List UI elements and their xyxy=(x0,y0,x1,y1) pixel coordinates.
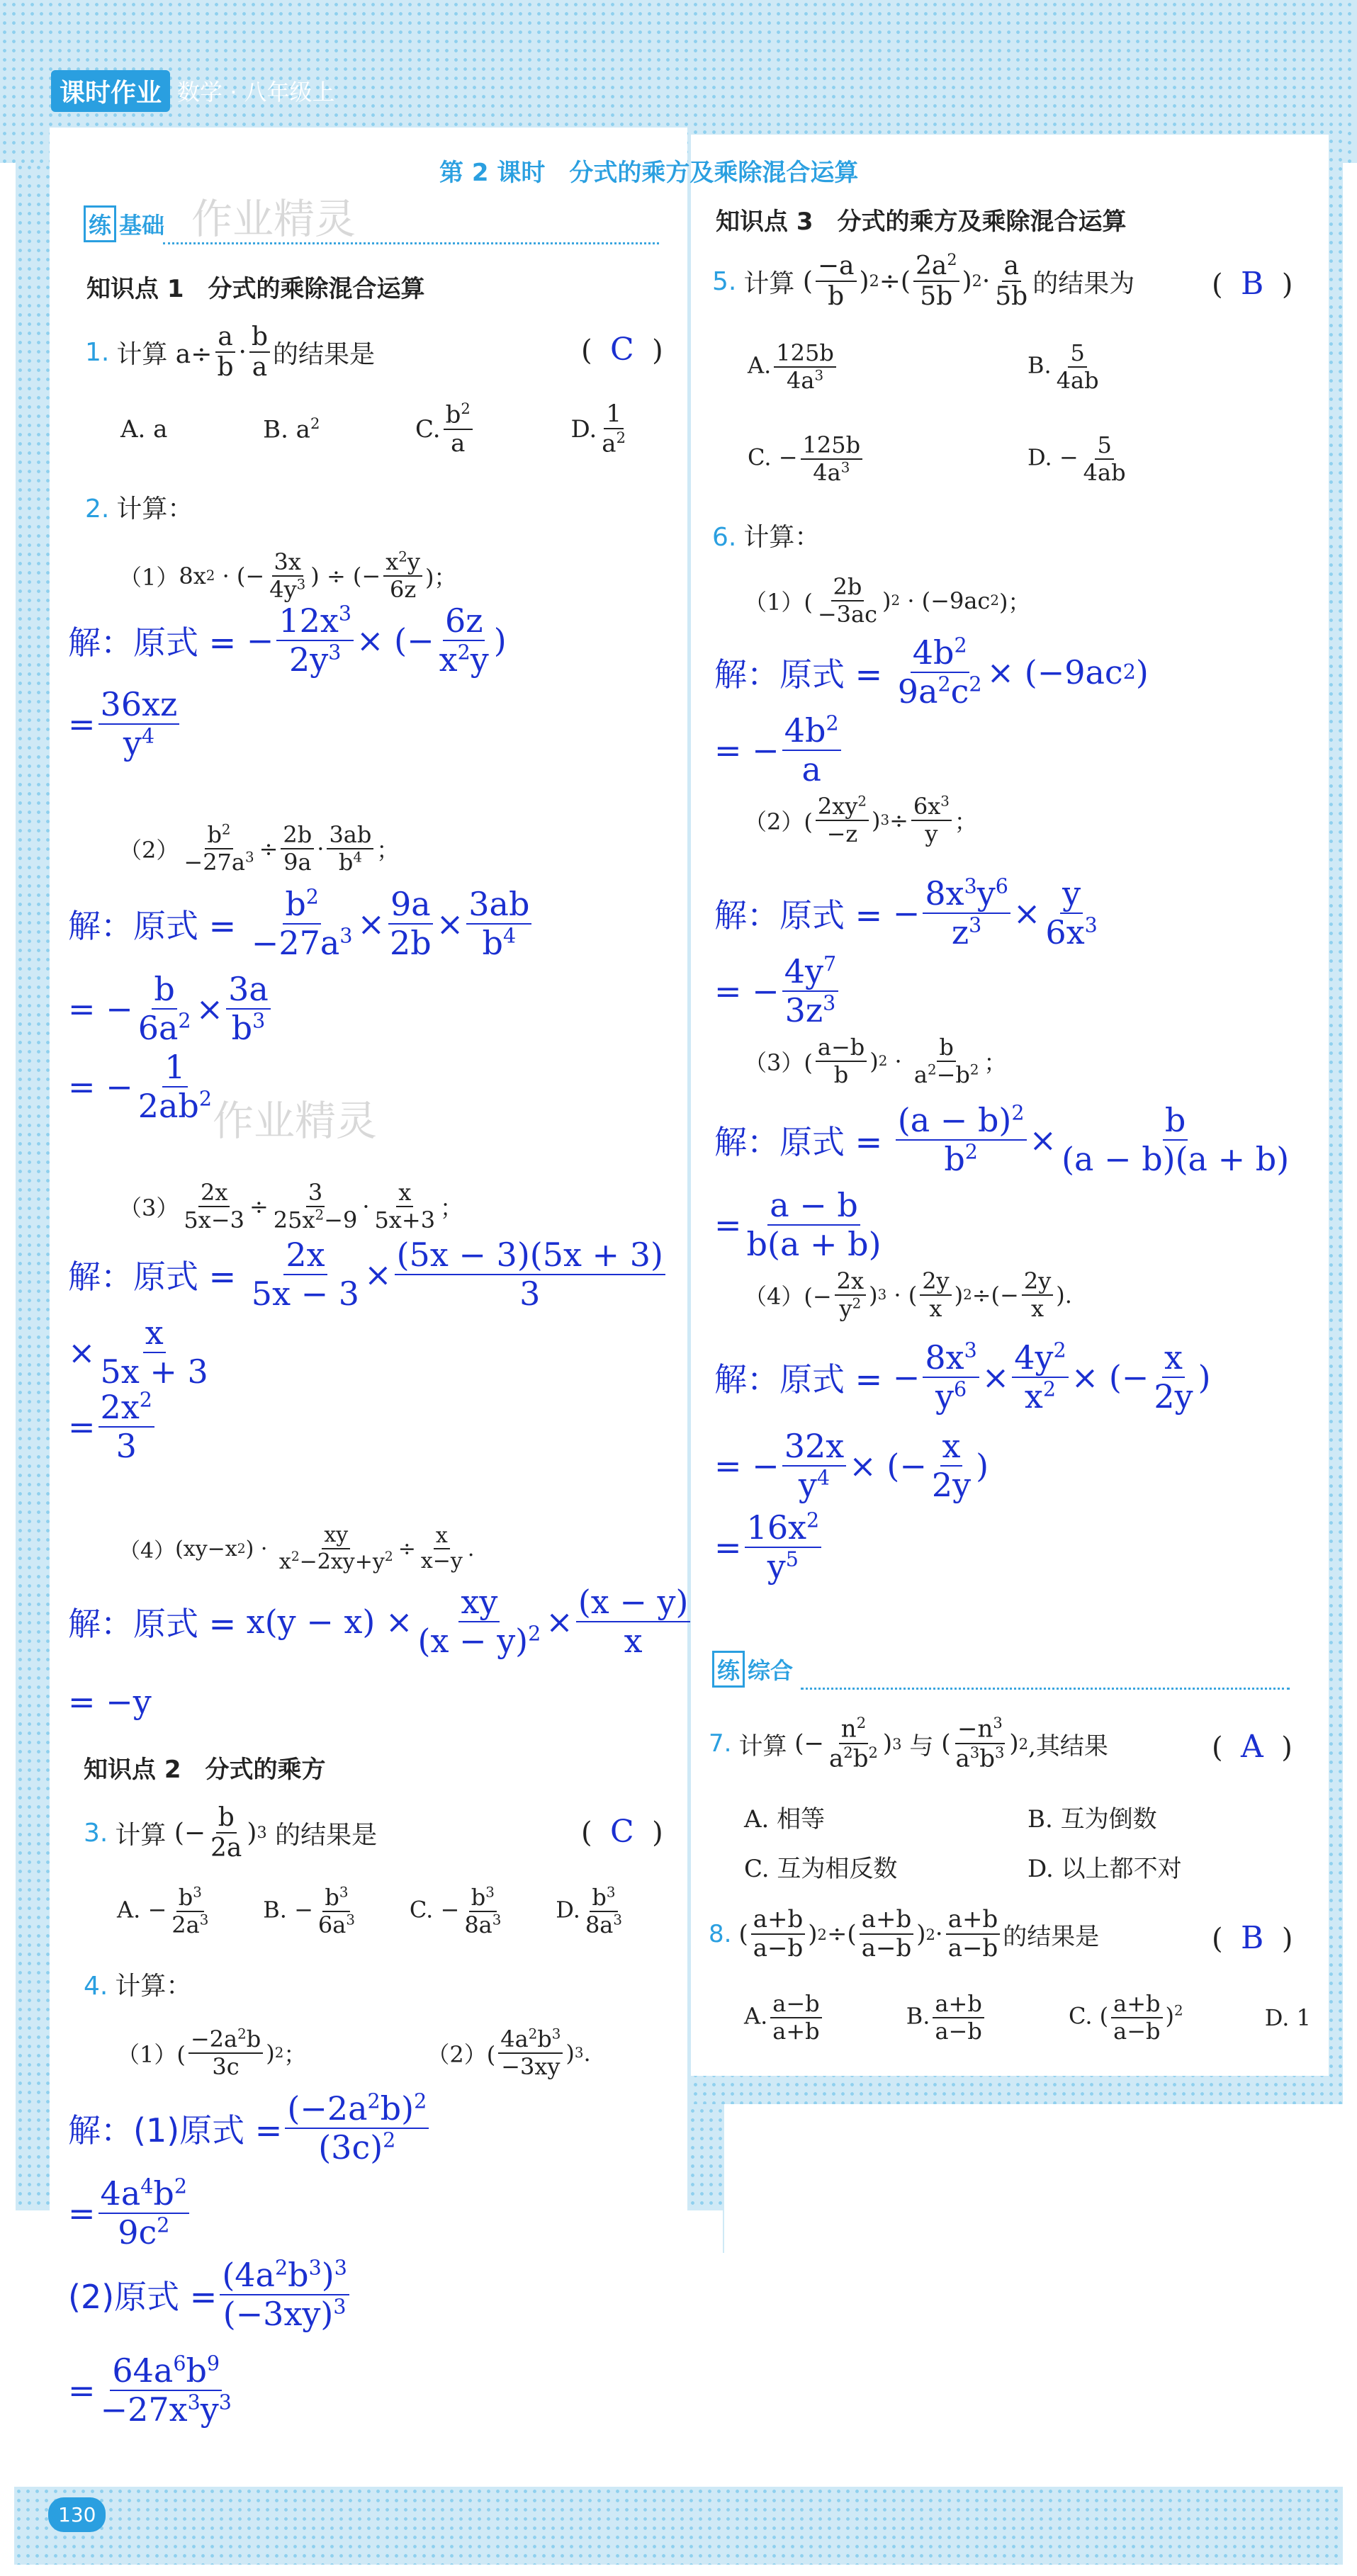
q6-part4-solution: 解：原式 = − $\frac{8x^3}{y^6}$ × $\frac{4y^2}{x^2}$ × (− $\frac{x}{2y}$ ) xyxy=(714,1338,1211,1416)
q3-option-d: D. $\frac{b^3}{8a^3}$ xyxy=(556,1884,622,1938)
q1: 1. 计算 a÷ $\frac{a}{b}$ · $\frac{b}{a}$ 的结果是 xyxy=(85,322,375,383)
practice-icon: 练 xyxy=(84,205,116,242)
q7-answer: A xyxy=(1241,1729,1263,1765)
q2-part4-solution: 解：原式 = x(y − x) × $\frac{xy}{(x - y)^2}$ × $\frac{(x - y)}{x}$ xyxy=(68,1583,693,1660)
q2-part2-step: = − $\frac{b}{6a^2}$ × $\frac{3a}{b^3}$ xyxy=(68,971,274,1047)
q8-option-a: A. $\frac{a-b}{a+b}$ xyxy=(744,1991,825,2045)
q6-number: 6. xyxy=(712,523,737,552)
lesson-title: 第 2 课时 分式的乘方及乘除混合运算 xyxy=(439,159,859,187)
q2-part2-solution: 解：原式 = $\frac{b^2}{-27a^3}$ × $\frac{9a}{2b}$ × $\frac{3ab}{b^4}$ xyxy=(68,886,534,962)
kp1-heading: 知识点 1 分式的乘除混合运算 xyxy=(86,275,425,303)
q5-option-a: A. $\frac{125b}{4a^3}$ xyxy=(748,340,839,394)
page-number: 130 xyxy=(48,2497,106,2532)
q7-option-d: D. 以上都不对 xyxy=(1027,1855,1182,1883)
q5-number: 5. xyxy=(712,266,737,296)
q7-number: 7. xyxy=(709,1729,732,1758)
frac-b-over-a: $\frac{b}{a}$ xyxy=(249,322,270,383)
q6-part2-result: = − $\frac{4y^7}{3z^3}$ xyxy=(714,953,841,1029)
q8-option-c: C. ( $\frac{a+b}{a-b}$ )$^2$ xyxy=(1068,1990,1183,2045)
q8-answer: B xyxy=(1241,1920,1264,1956)
q3-option-c: C. − $\frac{b^3}{8a^3}$ xyxy=(409,1884,502,1938)
q3-option-a: A. − $\frac{b^3}{2a^3}$ xyxy=(117,1884,209,1938)
q6-part1-solution: 解：原式 = $\frac{4b^2}{9a^2c^2}$ × (−9ac 2 ) xyxy=(714,633,1149,711)
q1-text-post: 的结果是 xyxy=(272,339,375,369)
composite-section-header xyxy=(712,1651,793,1688)
q2-number: 2. xyxy=(85,495,110,524)
q5-option-d: D. − $\frac{5}{4ab}$ xyxy=(1027,431,1126,486)
q6-part1-result: = − $\frac{4b^2}{a}$ xyxy=(714,712,844,789)
composite-label: 综合 xyxy=(748,1657,794,1684)
q1-option-b: B. $a^2$ xyxy=(263,414,320,444)
q4-part2-result: = $\frac{64a^6b^9}{-27x^3y^3}$ xyxy=(68,2351,232,2429)
q8-number: 8. xyxy=(709,1920,732,1949)
q7-answer-box: ( A ) xyxy=(1212,1729,1293,1765)
q3-answer: C xyxy=(610,1814,634,1850)
q6-part3-result: = $\frac{a - b}{b(a + b)}$ xyxy=(714,1186,882,1263)
book-subtitle: 数学 · 八年级上 xyxy=(177,79,335,106)
q2-part4: （4） (xy−x 2 ) · $\frac{xy}{x^2-2xy+y^2}$ ÷ $\frac{x}{x-y}$ . xyxy=(119,1523,475,1574)
q2-part3-result: = $\frac{2x^2}{3}$ xyxy=(68,1389,157,1465)
q5-answer: B xyxy=(1241,266,1264,302)
bottom-footer-dots xyxy=(14,2487,1343,2565)
q1-answer: C xyxy=(610,332,634,368)
q1-text-pre: 计算 a÷ xyxy=(116,339,213,369)
q4-part1-result: = $\frac{4a^4b^2}{9c^2}$ xyxy=(68,2175,192,2252)
q6-part4-step: = − $\frac{32x}{y^4}$ × (− $\frac{x}{2y}$ ) xyxy=(714,1427,989,1504)
q6-part3-solution: 解：原式 = $\frac{(a - b)^2}{b^2}$ × $\frac{b}{(a - b)(a + b)}$ xyxy=(714,1101,1290,1178)
composite-divider xyxy=(801,1688,1290,1690)
q8: 8. ( $\frac{a+b}{a-b}$ ) 2 ÷( $\frac{a+b}{a-b}$ ) 2 · $\frac{a+b}{a-b}$ 的结果是 xyxy=(709,1905,1100,1963)
q2-part2-result: = − $\frac{1}{2ab^2}$ xyxy=(68,1048,213,1125)
q5-option-b: B. $\frac{5}{4ab}$ xyxy=(1027,339,1099,394)
series-title: 课时作业 xyxy=(51,70,170,112)
q4: 4. 计算： xyxy=(84,1972,192,2001)
header-badge xyxy=(51,67,335,114)
q7: 7. 计算 (− $\frac{n^2}{a^2b^2}$ ) 3 与 ( $\frac{-n^3}{a^3b^3}$ ) 2 ,其结果 xyxy=(709,1714,1108,1773)
basic-section-header xyxy=(84,205,164,242)
q1-option-a: A. a xyxy=(120,414,168,444)
q8-answer-box: ( B ) xyxy=(1212,1920,1293,1956)
q2-part3: （3） $\frac{2x}{5x-3}$ ÷ $\frac{3}{25x^2-9}$ · $\frac{x}{5x+3}$ ； xyxy=(119,1179,463,1233)
q3-answer-box: ( C ) xyxy=(581,1814,663,1850)
q6-part2: （2）( $\frac{2xy^2}{-z}$ ) 3 ÷ $\frac{6x^3}{y}$ ； xyxy=(744,793,977,847)
kp2-heading: 知识点 2 分式的乘方 xyxy=(84,1756,326,1784)
q3: 3. 计算 (− $\frac{b}{2a}$ ) 3 的结果是 xyxy=(84,1803,378,1863)
q1-option-c: C. $\frac{b^2}{a}$ xyxy=(415,400,475,458)
q6-part4-result: = $\frac{16x^2}{y^5}$ xyxy=(714,1509,824,1586)
q5: 5. 计算 ( $\frac{-a}{b}$ ) 2 ÷( $\frac{2a^2}{5b}$ ) 2 · $\frac{a}{5b}$ 的结果为 xyxy=(712,251,1135,312)
q7-option-c: C. 互为相反数 xyxy=(744,1855,898,1883)
q2-part2: （2） $\frac{b^2}{-27a^3}$ ÷ $\frac{2b}{9a}$ · $\frac{3ab}{b^4}$ ； xyxy=(119,821,400,876)
q6: 6. 计算： xyxy=(712,523,821,552)
q1-answer-box: ( C ) xyxy=(581,332,663,368)
q8-option-b: B. $\frac{a+b}{a-b}$ xyxy=(906,1991,987,2045)
q2-part1: （1） 8x 2 · (− $\frac{3x}{4y^3}$ ) ÷ (− $\frac{x^2y}{6z}$ )； xyxy=(119,548,457,603)
q1-option-d: D. $\frac{1}{a^2}$ xyxy=(570,400,626,458)
q6-part4: （4）(− $\frac{2x}{y^2}$ ) 3 · ( $\frac{2y}{x}$ ) 2 ÷(− $\frac{2y}{x}$ ). xyxy=(744,1267,1072,1322)
q4-part1-solution: 解： (1)原式 = $\frac{(-2a^2b)^2}{(3c)^2}$ xyxy=(68,2090,432,2167)
q2-part3-solution: 解：原式 = $\frac{2x}{5x - 3}$ × $\frac{(5x - 3)(5x + 3)}{3}$ xyxy=(68,1236,668,1313)
practice-icon-2: 练 xyxy=(712,1651,745,1688)
q4-number: 4. xyxy=(84,1972,108,2001)
q4-part2-solution: (2)原式 = $\frac{(4a^2b^3)^3}{(-3xy)^3}$ xyxy=(68,2256,352,2333)
q6-part2-solution: 解：原式 = − $\frac{8x^3y^6}{z^3}$ × $\frac{y}{6x^3}$ xyxy=(714,874,1098,951)
q2 xyxy=(85,489,193,525)
q2-part1-solution: 解：原式 = − $\frac{12x^3}{2y^3}$ × (− $\frac{6z}{x^2y}$ ) xyxy=(68,601,507,679)
q2-part3-step: × $\frac{x}{5x + 3}$ xyxy=(68,1314,208,1391)
watermark-mid: 作业精灵 xyxy=(213,1097,378,1145)
q3-option-b: B. − $\frac{b^3}{6a^3}$ xyxy=(263,1884,355,1938)
watermark: 作业精灵 xyxy=(191,195,356,243)
kp3-heading: 知识点 3 分式的乘方及乘除混合运算 xyxy=(716,208,1127,236)
frac-a-over-b: $\frac{a}{b}$ xyxy=(215,322,235,383)
q3-number: 3. xyxy=(84,1818,108,1848)
q8-options xyxy=(744,1991,1311,2045)
q5-option-c: C. − $\frac{125b}{4a^3}$ xyxy=(748,432,865,486)
q2-text: 计算： xyxy=(116,495,193,524)
q1-number: 1. xyxy=(85,337,110,367)
q2-part4-result: = −y xyxy=(68,1683,152,1721)
q8-option-d: D. 1 xyxy=(1264,2004,1311,2031)
q7-option-a: A. 相等 xyxy=(744,1805,826,1834)
q1-options xyxy=(120,400,631,458)
basic-label: 基础 xyxy=(119,212,165,239)
q5-answer-box: ( B ) xyxy=(1212,266,1293,302)
q4-parts: （1）( $\frac{-2a^2b}{3c}$ ) 2 ； （2）( $\frac{4a^2b^3}{-3xy}$ ) 3 . xyxy=(117,2026,591,2080)
q3-options xyxy=(117,1885,627,1938)
q2-part1-result: = $\frac{36xz}{y^4}$ xyxy=(68,686,182,762)
q7-option-b: B. 互为倒数 xyxy=(1027,1805,1157,1834)
q6-part1: （1）( $\frac{2b}{-3ac}$ ) 2 · (−9ac 2 )； xyxy=(744,573,1031,628)
q6-part3: （3）( $\frac{a-b}{b}$ ) 2 · $\frac{b}{a^2-b^2}$ ； xyxy=(744,1034,1007,1088)
